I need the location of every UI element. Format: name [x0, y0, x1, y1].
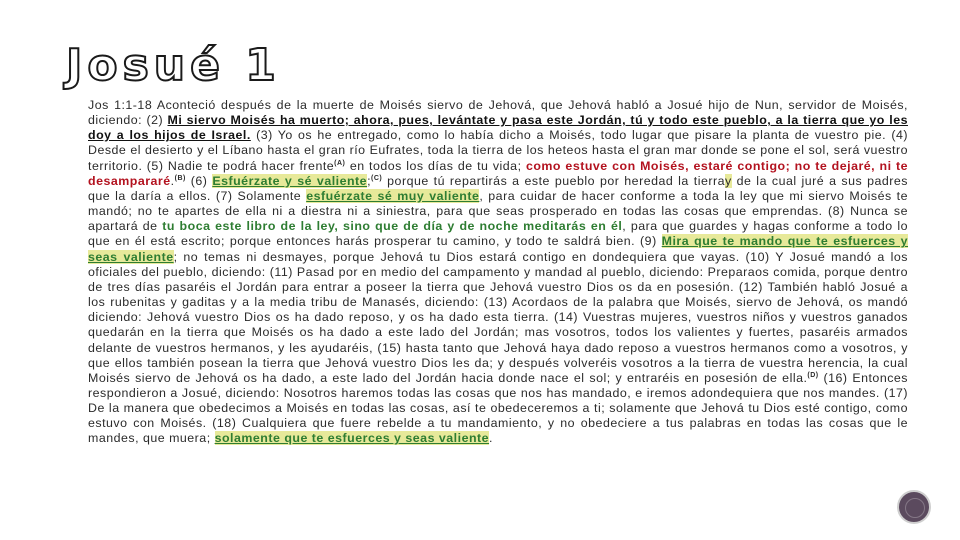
highlighted-text: y [724, 173, 732, 188]
red-verse: como estuve con Moisés, estaré contigo; no te dejaré, ni te desampararé [88, 158, 909, 188]
passage-text: Jos 1:1-18 Aconteció después de la muerte de Moisés siervo de Jehová, que Jehová habló a Josué hijo de Nun, servidor de Moisés, diciendo: (2) [88, 98, 908, 128]
footnote-marker: (D) [807, 371, 819, 379]
passage-text: (6) [185, 173, 213, 188]
underlined-verse: Mi siervo Moisés ha muerto; ahora, pues, levántate y pasa este Jordán, tú y todo este pueblo, a la tierra que yo les doy a los hijos de Israel. [88, 113, 908, 143]
scripture-passage [88, 98, 908, 447]
green-verse: tu boca este libro de la ley, sino que de día y de noche meditarás en él [162, 219, 623, 234]
passage-text: ; [367, 173, 372, 188]
passage-text: , para cuidar de hacer conforme a toda la ley que mi siervo Moisés te mandó; no te apartes de ella ni a diestra ni a siniestra, para que seas prosperado en todas las cosas que emprendas. (8) Nunca se apartará de [88, 188, 908, 234]
highlighted-verse: Mira que te mando que te esfuerces y seas valiente [88, 234, 908, 264]
passage-text: en todos los días de tu vida; [345, 158, 526, 173]
passage-text: porque tú repartirás a este pueblo por heredad la tierra [382, 173, 725, 188]
passage-text: (3) Yo os he entregado, como lo había dicho a Moisés, todo lugar que pisare la planta de vuestro pie. (4) Desde el desierto y el Líbano hasta el gran río Eufrates, toda la tierra de los heteos hasta el gran mar donde se pone el sol, será vuestro territorio. (5) Nadie te podrá hacer frente [88, 128, 909, 173]
footnote-marker: (B) [174, 174, 186, 182]
footnote-marker: (C) [371, 174, 383, 182]
highlighted-verse: solamente que te esfuerces y seas valiente [214, 431, 490, 446]
footnote-marker: (A) [334, 159, 346, 167]
highlighted-verse: Esfuérzate y sé valiente [212, 173, 368, 188]
page-title: Josué 1 [66, 40, 281, 91]
passage-text: de la cual juré a sus padres que la daría a ellos. (7) Solamente [88, 173, 909, 203]
passage-text: (16) Entonces respondieron a Josué, diciendo: Nosotros haremos todas las cosas que nos has mandado, e iremos adondequiera que nos mandes. (17) De la manera que obedecimos a Moisés en todas las cosas, así te obedeceremos a ti; solamente que Jehová tu Dios esté contigo, como estuvo con Moisés. (18) Cualquiera que fuere rebelde a tu mandamiento, y no obedeciere a tus palabras en todas las cosas que le mandes, que muera; [88, 370, 908, 446]
passage-text: . [489, 431, 493, 446]
passage-text: ; no temas ni desmayes, porque Jehová tu Dios estará contigo en dondequiera que vayas. (10) Y Josué mandó a los oficiales del pueblo, diciendo: (11) Pasad por en medio del campamento y mandad al pueblo, diciendo: Preparaos comida, porque dentro de tres días pasaréis el Jordán para entrar a poseer la tierra que Jehová vuestro Dios os da en posesión. (12) También habló Josué a los rubenitas y gaditas y a la media tribu de Manasés, diciendo: (13) Acordaos de la palabra que Moisés, siervo de Jehová, os mandó diciendo: Jehová vuestro Dios os ha dado reposo, y os ha dado esta tierra. (14) Vuestras mujeres, vuestros niños y vuestros ganados quedarán en la tierra que Moisés os ha dado a este lado del Jordán; mas vosotros, todos los valientes y fuertes, pasaréis armados delante de vuestros hermanos, y les ayudaréis, (15) hasta tanto que Jehová haya dado reposo a vuestros hermanos como a vosotros, y que ellos también posean la tierra que Jehová vuestro Dios les da; y después volveréis vosotros a la tierra de vuestra herencia, la cual Moisés siervo de Jehová os ha dado, a este lado del Jordán hacia donde nace el sol; y entraréis en posesión de ella. [88, 249, 908, 385]
passage-text: . [170, 173, 175, 188]
passage-text: , para que guardes y hagas conforme a todo lo que en él está escrito; porque entonces harás prosperar tu camino, y todo te saldrá bien. (9) [88, 219, 908, 249]
navigation-button[interactable] [897, 490, 931, 524]
highlighted-verse: esfuérzate sé muy valiente [306, 188, 480, 203]
